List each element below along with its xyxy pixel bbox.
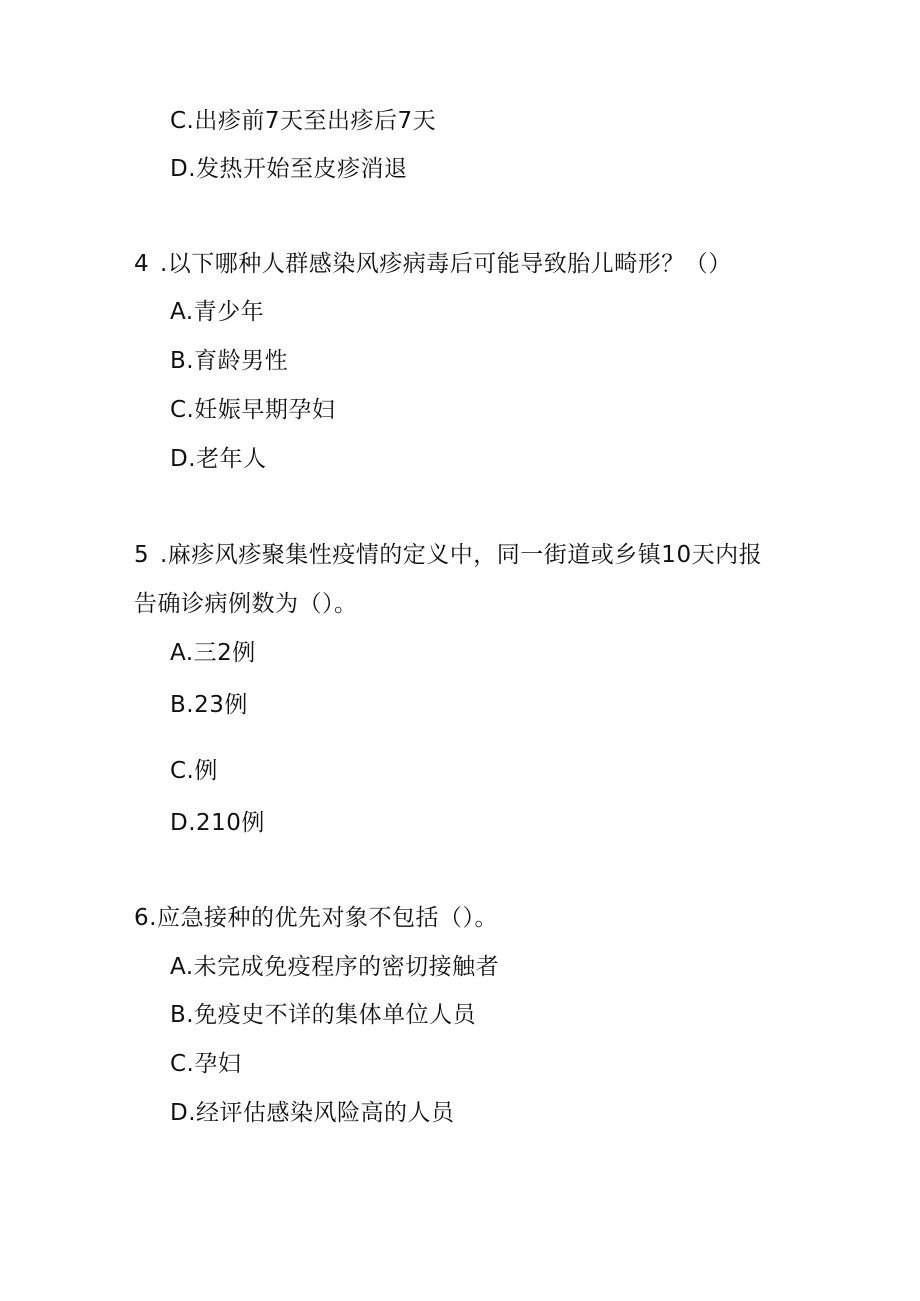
q4-option-b: B.育龄男性 (170, 348, 289, 374)
question-5 (134, 540, 762, 570)
question-4-text: .以下哪种人群感染风疹病毒后可能导致胎儿畸形？（） (160, 251, 732, 277)
question-5-text-line2: 告确诊病例数为（）。 (134, 591, 358, 617)
q4-option-c: C.妊娠早期孕妇 (170, 397, 336, 423)
q4-option-d: D.老年人 (170, 446, 267, 472)
q6-option-c: C.孕妇 (170, 1051, 242, 1077)
question-6-text: 6.应急接种的优先对象不包括（）。 (134, 905, 498, 931)
q4-option-a: A.青少年 (170, 299, 265, 325)
question-5-number: 5 (134, 542, 150, 568)
question-5-text-line1: .麻疹风疹聚集性疫情的定义中，同一街道或乡镇10天内报 (160, 542, 763, 568)
q6-option-b: B.免疫史不详的集体单位人员 (170, 1002, 477, 1028)
q5-option-a: A.三2例 (170, 640, 256, 666)
q6-option-d: D.经评估感染风险高的人员 (170, 1100, 455, 1126)
q3-option-d: D.发热开始至皮疹消退 (170, 156, 408, 182)
q6-option-a: A.未完成免疫程序的密切接触者 (170, 954, 500, 980)
question-4 (134, 249, 732, 279)
q5-option-d: D.210例 (170, 810, 265, 836)
q5-option-b: B.23例 (170, 692, 248, 718)
q3-option-c: C.出疹前7天至出疹后7天 (170, 108, 437, 134)
q5-option-c: C.例 (170, 758, 218, 784)
question-4-number: 4 (134, 251, 150, 277)
